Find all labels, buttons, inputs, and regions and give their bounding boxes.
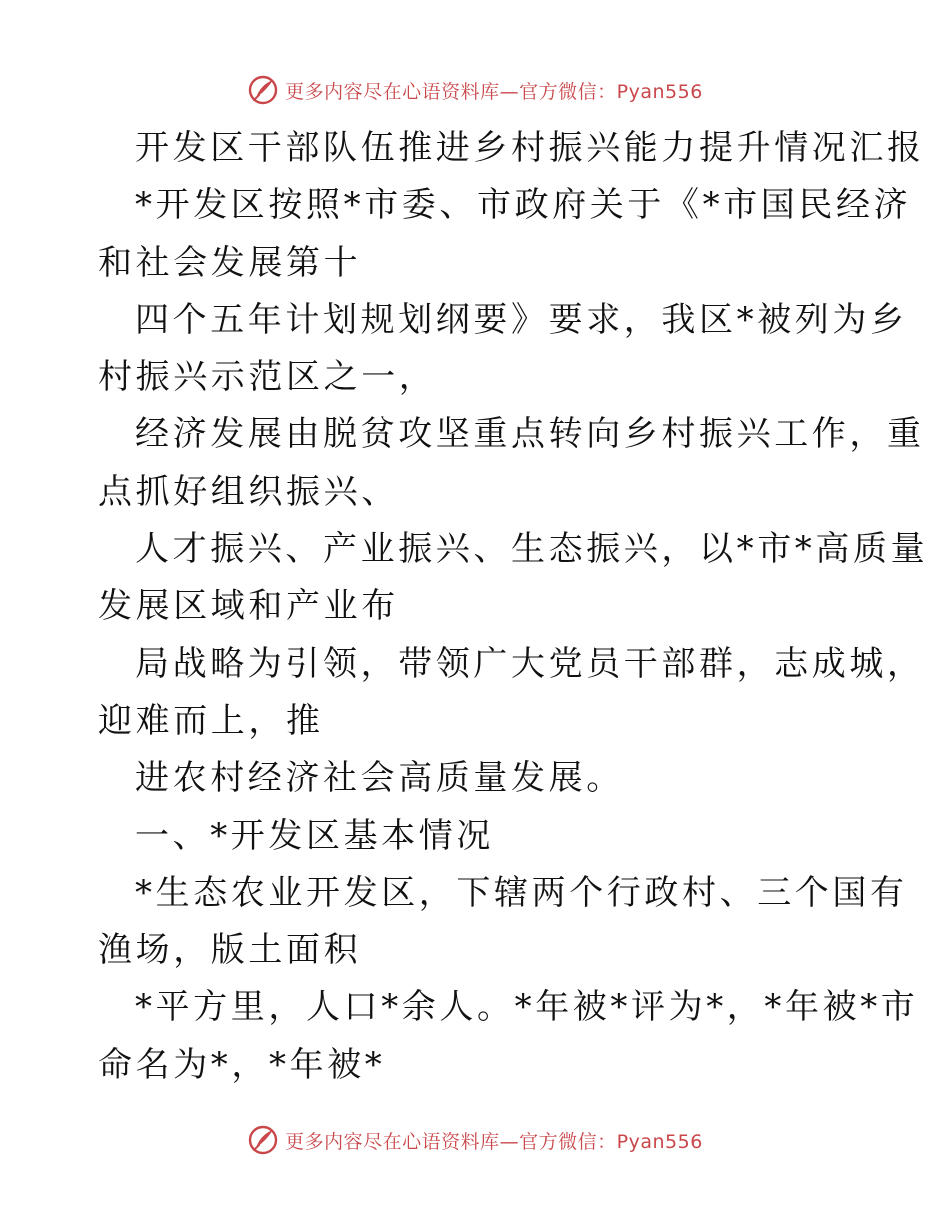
header-banner	[0, 70, 950, 110]
document-line: 命名为*，*年被*	[98, 1044, 386, 1085]
feather-pen-logo-icon	[247, 74, 279, 106]
document-line: 局战略为引领，带领广大党员干部群，志成城，	[135, 643, 925, 684]
document-line: *开发区按照*市委、市政府关于《*市国民经济	[135, 185, 912, 226]
document-line: 和社会发展第十	[98, 242, 362, 283]
document-line: 一、*开发区基本情况	[135, 815, 494, 856]
document-line: 村振兴示范区之一，	[98, 357, 437, 398]
document-line: 点抓好组织振兴、	[98, 471, 399, 512]
document-line: 进农村经济社会高质量发展。	[135, 758, 624, 799]
feather-pen-logo-icon	[247, 1124, 279, 1156]
document-line: 四个五年计划规划纲要》要求，我区*被列为乡	[135, 299, 908, 340]
footer-banner-text: 更多内容尽在心语资料库—官方微信：Pyan556	[285, 1130, 703, 1153]
document-line: 开发区干部队伍推进乡村振兴能力提升情况汇报	[135, 128, 925, 168]
document-line: 发展区域和产业布	[98, 586, 399, 627]
header-banner-text: 更多内容尽在心语资料库—官方微信：Pyan556	[285, 80, 703, 103]
document-line: 渔场，版土面积	[98, 930, 362, 971]
document-body	[98, 120, 929, 1094]
header-banner-inner	[247, 74, 703, 106]
document-line: *平方里，人口*余人。*年被*评为*，*年被*市	[135, 987, 919, 1028]
document-line: 经济发展由脱贫攻坚重点转向乡村振兴工作，重	[135, 414, 925, 455]
footer-banner	[0, 1120, 950, 1160]
document-line: *生态农业开发区，下辖两个行政村、三个国有	[135, 872, 908, 913]
document-line: 人才振兴、产业振兴、生态振兴，以*市*高质量	[135, 529, 929, 570]
footer-banner-inner	[247, 1124, 703, 1156]
document-line: 迎难而上，推	[98, 700, 324, 741]
